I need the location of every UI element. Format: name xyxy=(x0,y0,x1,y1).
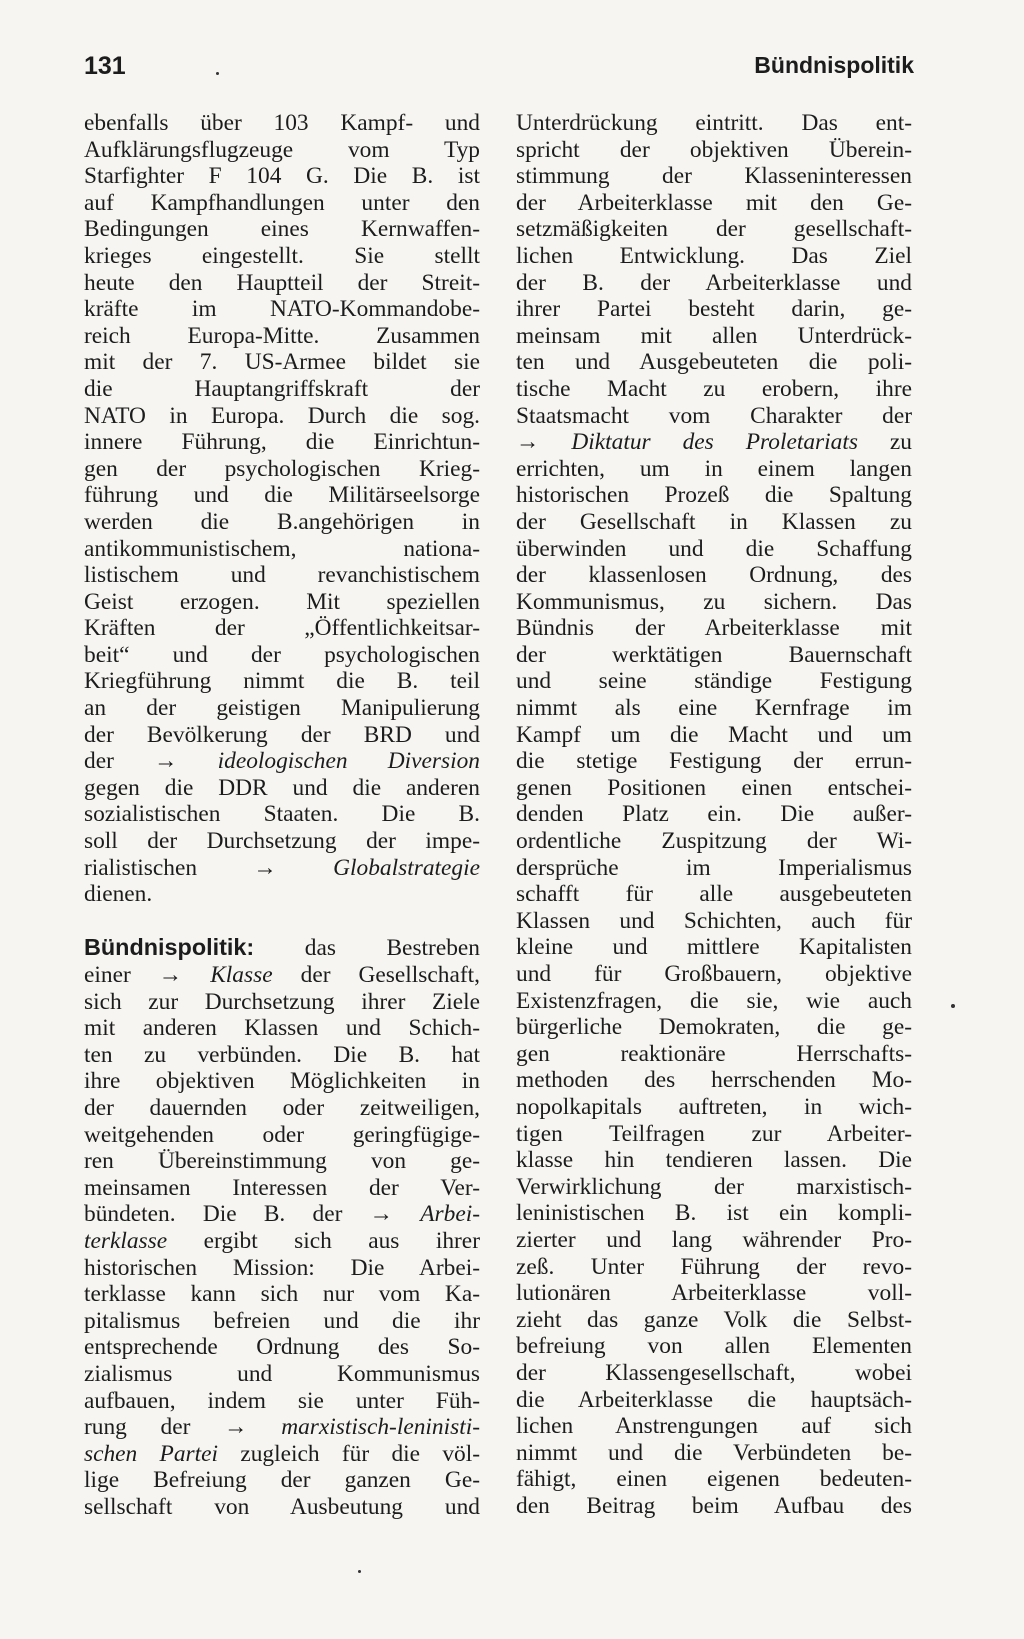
text-line: genen Positionen einen entschei- xyxy=(516,774,912,801)
text-line: spricht der objektiven Überein- xyxy=(516,136,912,163)
text-line: klasse hin tendieren lassen. Die xyxy=(516,1147,912,1174)
text-line: tische Macht zu erobern, ihre xyxy=(516,375,912,402)
text-line: die stetige Festigung der errun- xyxy=(516,748,912,775)
text-line: methoden des herrschenden Mo- xyxy=(516,1067,912,1094)
text-line: den Beitrag beim Aufbau des xyxy=(516,1492,912,1519)
text-line: ihre objektiven Möglichkeiten in xyxy=(84,1068,480,1095)
text-line: ten und Ausgebeuteten die poli- xyxy=(516,349,912,376)
text-line: entsprechende Ordnung des So- xyxy=(84,1334,480,1361)
text-line: sellschaft von Ausbeutung und xyxy=(84,1493,480,1520)
text-line: gegen die DDR und die anderen xyxy=(84,774,480,801)
entry-heading-line: Bündnispolitik: das Bestreben xyxy=(84,934,480,962)
page-header xyxy=(84,52,914,92)
text-line: sich zur Durchsetzung ihrer Ziele xyxy=(84,988,480,1015)
cross-reference: Klasse xyxy=(210,962,273,988)
text-line: setzmäßigkeiten der gesellschaft- xyxy=(516,216,912,243)
text-line: NATO in Europa. Durch die sog. xyxy=(84,402,480,429)
text-line: historischen Prozeß die Spaltung xyxy=(516,482,912,509)
text-line: lichen Anstrengungen auf sich xyxy=(516,1413,912,1440)
cross-reference: Globalstrategie xyxy=(333,854,480,881)
text-line: historischen Mission: Die Arbei- xyxy=(84,1254,480,1281)
text-line: Klassen und Schichten, auch für xyxy=(516,907,912,934)
right-column xyxy=(516,110,912,1519)
left-lines-c xyxy=(84,989,480,1202)
text-line: zialismus und Kommunismus xyxy=(84,1360,480,1387)
text-line: nimmt als eine Kernfrage im xyxy=(516,695,912,722)
text-line: einer → Klasse der Gesellschaft, xyxy=(84,962,480,988)
text-line: der klassenlosen Ordnung, des xyxy=(516,562,912,589)
text-line: der → ideologischen Diversion xyxy=(84,748,480,775)
text-line: gen der psychologischen Krieg- xyxy=(84,455,480,482)
text-line: die Arbeiterklasse die hauptsäch- xyxy=(516,1386,912,1413)
text-line: ihrer Partei besteht darin, ge- xyxy=(516,296,912,323)
cross-reference: schen Partei xyxy=(84,1440,219,1467)
text-line: terklasse ergibt sich aus ihrer xyxy=(84,1227,480,1254)
text-line: werden die B.angehörigen in xyxy=(84,508,480,535)
right-lines-b xyxy=(516,456,912,1520)
text-line: kräfte im NATO-Kommandobe- xyxy=(84,296,480,323)
text-line: rialistischen → Globalstrategie xyxy=(84,854,480,881)
cross-reference-arrow-icon: → xyxy=(224,1414,248,1441)
cross-reference: ideologischen Diversion xyxy=(217,748,480,775)
text-line: dienen. xyxy=(84,881,153,908)
text-line: meinsamen Interessen der Ver- xyxy=(84,1174,480,1201)
text-line: krieges eingestellt. Sie stellt xyxy=(84,242,480,269)
text-line: überwinden und die Schaffung xyxy=(516,535,912,562)
text-line: Aufklärungsflugzeuge vom Typ xyxy=(84,136,480,163)
print-speck xyxy=(358,1570,361,1573)
left-lines-a xyxy=(84,110,480,748)
text-line: der Gesellschaft in Klassen zu xyxy=(516,508,912,535)
text-line: Verwirklichung der marxistisch- xyxy=(516,1173,912,1200)
text-line: sozialistischen Staaten. Die B. xyxy=(84,801,480,828)
page-number: 131 xyxy=(84,52,126,80)
text-line: stimmung der Klasseninteressen xyxy=(516,163,912,190)
cross-reference: Arbei- xyxy=(420,1201,480,1228)
text-line: lichen Entwicklung. Das Ziel xyxy=(516,242,912,269)
text-line: zierter und lang währender Pro- xyxy=(516,1226,912,1253)
entry-lemma: Bündnispolitik: xyxy=(84,934,255,961)
text-line: der Klassengesellschaft, wobei xyxy=(516,1359,912,1386)
text-line: die Hauptangriffskraft der xyxy=(84,375,480,402)
text-line: beit“ und der psychologischen xyxy=(84,641,480,668)
paragraph-gap xyxy=(84,908,480,935)
left-column xyxy=(84,110,480,1520)
text-line: der dauernden oder zeitweiligen, xyxy=(84,1094,480,1121)
text-line: Kommunismus, zu sichern. Das xyxy=(516,588,912,615)
right-lines-a xyxy=(516,110,912,429)
text-line: Bündnis der Arbeiterklasse mit xyxy=(516,615,912,642)
text-line: auf Kampfhandlungen unter den xyxy=(84,189,480,216)
text-line: meinsam mit allen Unterdrück- xyxy=(516,322,912,349)
text-line: nopolkapitals auftreten, in wich- xyxy=(516,1093,912,1120)
cross-reference-arrow-icon: → xyxy=(154,748,178,775)
text-line: Staatsmacht vom Charakter der xyxy=(516,402,912,429)
text-line: soll der Durchsetzung der impe- xyxy=(84,828,480,855)
text-line: der Arbeiterklasse mit den Ge- xyxy=(516,189,912,216)
print-speck xyxy=(216,72,219,75)
text-line: antikommunistischem, nationa- xyxy=(84,535,480,562)
text-line: Existenzfragen, die sie, wie auch xyxy=(516,987,912,1014)
cross-reference-arrow-icon: → xyxy=(158,962,183,988)
text-line: denden Platz ein. Die außer- xyxy=(516,801,912,828)
text-line: kleine und mittlere Kapitalisten xyxy=(516,934,912,961)
text-line: weitgehenden oder geringfügige- xyxy=(84,1121,480,1148)
text-line: Kriegführung nimmt die B. teil xyxy=(84,668,480,695)
text-line: Starfighter F 104 G. Die B. ist xyxy=(84,163,480,190)
left-lines-e xyxy=(84,1467,480,1520)
left-lines-b xyxy=(84,775,480,855)
text-line: bündeten. Die B. der → Arbei- xyxy=(84,1201,480,1228)
text-line: reich Europa-Mitte. Zusammen xyxy=(84,322,480,349)
cross-reference-arrow-icon: → xyxy=(253,854,277,881)
text-line: der Bevölkerung der BRD und xyxy=(84,721,480,748)
text-line: dersprüche im Imperialismus xyxy=(516,854,912,881)
text-line: und für Großbauern, objektive xyxy=(516,961,912,987)
text-line: Kräften der „Öffentlichkeitsar- xyxy=(84,615,480,642)
text-line: aufbauen, indem sie unter Füh- xyxy=(84,1387,480,1414)
text-line: fähigt, einen eigenen bedeuten- xyxy=(516,1466,912,1493)
cross-reference: terklasse xyxy=(84,1227,168,1254)
text-line: terklasse kann sich nur vom Ka- xyxy=(84,1281,480,1308)
text-line: ordentliche Zuspitzung der Wi- xyxy=(516,828,912,855)
text-line: schen Partei zugleich für die völ- xyxy=(84,1440,480,1467)
text-line: mit anderen Klassen und Schich- xyxy=(84,1015,480,1042)
text-line: der B. der Arbeiterklasse und xyxy=(516,269,912,296)
cross-reference-arrow-icon: → xyxy=(369,1201,393,1228)
text-line: und seine ständige Festigung xyxy=(516,668,912,695)
text-line: an der geistigen Manipulierung xyxy=(84,695,480,722)
text-line: lige Befreiung der ganzen Ge- xyxy=(84,1467,480,1494)
text-line: listischem und revanchistischem xyxy=(84,562,480,589)
text-line: Kampf um die Macht und um xyxy=(516,721,912,748)
left-lines-d xyxy=(84,1255,480,1415)
text-line: zeß. Unter Führung der revo- xyxy=(516,1253,912,1280)
text-line: zieht das ganze Volk die Selbst- xyxy=(516,1306,912,1333)
text-line: befreiung von allen Elementen xyxy=(516,1333,912,1360)
text-line: bürgerliche Demokraten, die ge- xyxy=(516,1014,912,1041)
text-line: ebenfalls über 103 Kampf- und xyxy=(84,110,480,136)
text-line: gen reaktionäre Herrschafts- xyxy=(516,1040,912,1067)
text-line: Geist erzogen. Mit speziellen xyxy=(84,588,480,615)
text-line: heute den Hauptteil der Streit- xyxy=(84,269,480,296)
cross-reference: marxistisch-leninisti- xyxy=(281,1414,480,1441)
text-line: lutionären Arbeiterklasse voll- xyxy=(516,1280,912,1307)
cross-reference: Diktatur des Proletariats xyxy=(571,429,858,456)
print-speck xyxy=(951,1004,955,1008)
text-line: errichten, um in einem langen xyxy=(516,455,912,482)
cross-reference-arrow-icon: → xyxy=(516,429,540,456)
text-line: Unterdrückung eintritt. Das ent- xyxy=(516,110,912,136)
text-line: tigen Teilfragen zur Arbeiter- xyxy=(516,1120,912,1147)
text-line: führung und die Militärseelsorge xyxy=(84,482,480,509)
text-line: ren Übereinstimmung von ge- xyxy=(84,1148,480,1175)
text-line: innere Führung, die Einrichtun- xyxy=(84,429,480,456)
running-head: Bündnispolitik xyxy=(754,52,914,78)
text-line: ten zu verbünden. Die B. hat xyxy=(84,1041,480,1068)
text-line: leninistischen B. ist ein kompli- xyxy=(516,1200,912,1227)
text-line: pitalismus befreien und die ihr xyxy=(84,1307,480,1334)
text-line: Bedingungen eines Kernwaffen- xyxy=(84,216,480,243)
text-line: rung der → marxistisch-leninisti- xyxy=(84,1414,480,1441)
text-line: schafft für alle ausgebeuteten xyxy=(516,881,912,908)
text-line: → Diktatur des Proletariats zu xyxy=(516,429,912,456)
text-line: mit der 7. US-Armee bildet sie xyxy=(84,349,480,376)
text-line: der werktätigen Bauernschaft xyxy=(516,641,912,668)
text-line: nimmt und die Verbündeten be- xyxy=(516,1439,912,1466)
